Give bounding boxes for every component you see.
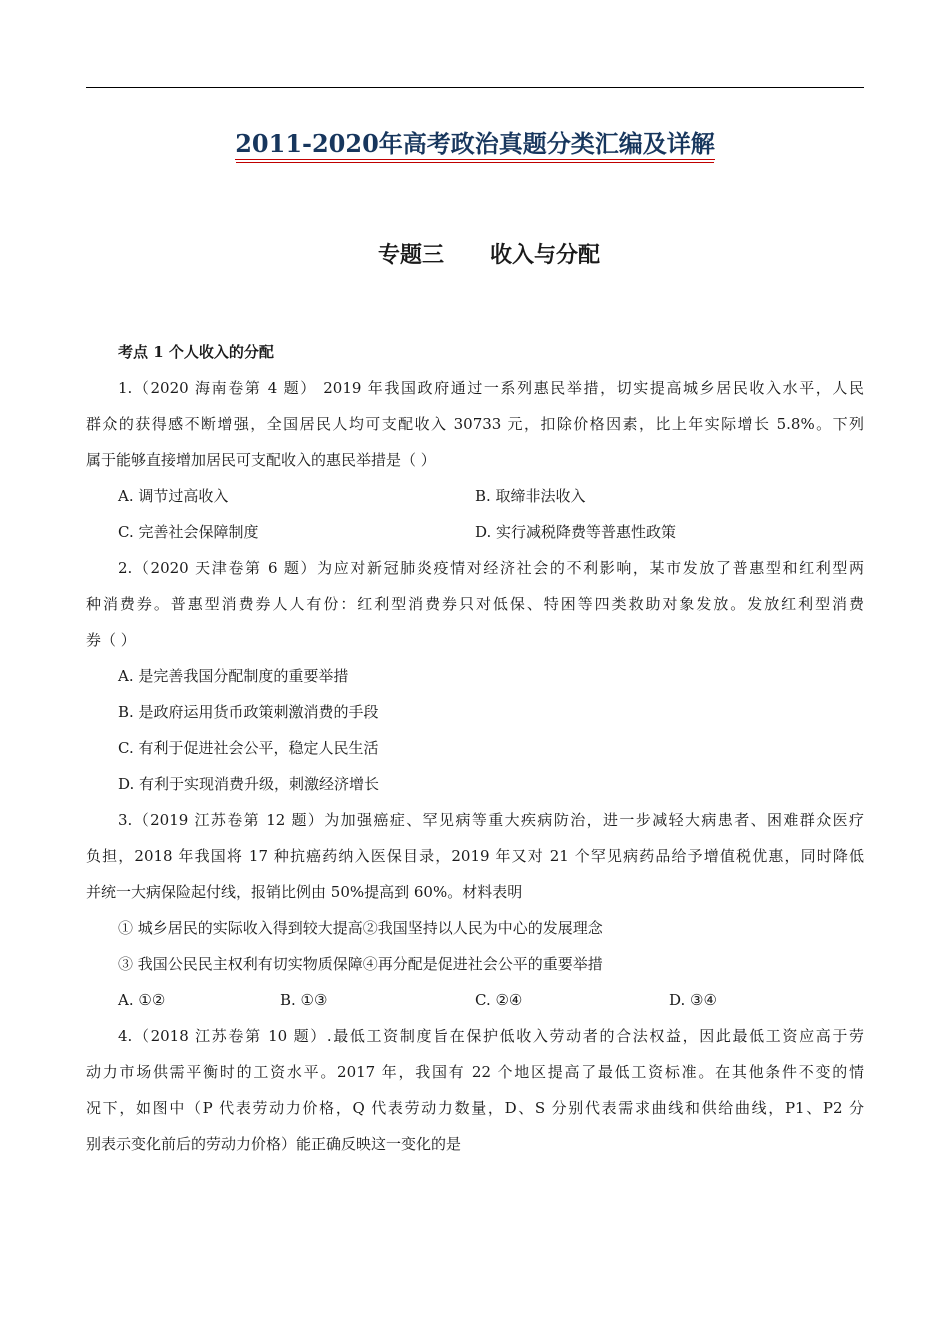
question-text-line: 动力市场供需平衡时的工资水平。2017 年，我国有 22 个地区提高了最低工资标准。在其他条件不变的情 xyxy=(86,1063,864,1081)
option-b: B. 取缔非法收入 xyxy=(475,487,586,505)
option-row xyxy=(86,514,864,550)
option-d: D. 有利于实现消费升级，刺激经济增长 xyxy=(118,775,380,793)
question-text-line: 别表示变化前后的劳动力价格）能正确反映这一变化的是 xyxy=(86,1135,462,1153)
section-title: 专题三 收入与分配 xyxy=(378,243,600,268)
question-3 xyxy=(86,802,864,1018)
statement-line: ① 城乡居民的实际收入得到较大提高②我国坚持以人民为中心的发展理念 xyxy=(118,919,603,937)
option-d: D. ③④ xyxy=(669,991,717,1009)
question-text-line: 券（ ） xyxy=(86,631,136,649)
topic-heading: 考点 1 个人收入的分配 xyxy=(118,343,274,361)
option-a: A. 是完善我国分配制度的重要举措 xyxy=(118,667,349,685)
header-rule xyxy=(86,87,864,88)
question-text-line: 2.（2020 天津卷第 6 题）为应对新冠肺炎疫情对经济社会的不利影响，某市发放了普惠型和红利型两 xyxy=(118,559,864,577)
option-a: A. ①② xyxy=(118,991,166,1009)
option-row xyxy=(86,982,864,1018)
question-text-line: 1.（2020 海南卷第 4 题） 2019 年我国政府通过一系列惠民举措，切实提高城乡居民收入水平，人民 xyxy=(118,379,864,397)
question-1 xyxy=(86,370,864,550)
option-c: C. ②④ xyxy=(475,991,523,1009)
option-row xyxy=(86,478,864,514)
option-b: B. 是政府运用货币政策刺激消费的手段 xyxy=(118,703,379,721)
question-text-line: 属于能够直接增加居民可支配收入的惠民举措是（ ） xyxy=(86,451,436,469)
document-body xyxy=(86,334,864,1162)
question-text-line: 并统一大病保险起付线，报销比例由 50%提高到 60%。材料表明 xyxy=(86,883,523,901)
question-text-line: 4.（2018 江苏卷第 10 题）.最低工资制度旨在保护低收入劳动者的合法权益，因此最低工资应高于劳 xyxy=(118,1027,864,1045)
option-b: B. ①③ xyxy=(280,991,328,1009)
document-title xyxy=(0,124,950,159)
question-text-line: 种消费券。普惠型消费券人人有份：红利型消费券只对低保、特困等四类救助对象发放。发放红利型消费 xyxy=(86,595,864,613)
document-title-text: 2011-2020年高考政治真题分类汇编及详解 xyxy=(235,129,715,158)
statement-line: ③ 我国公民民主权利有切实物质保障④再分配是促进社会公平的重要举措 xyxy=(118,955,603,973)
option-d: D. 实行减税降费等普惠性政策 xyxy=(475,523,677,541)
question-4 xyxy=(86,1018,864,1162)
option-a: A. 调节过高收入 xyxy=(118,487,229,505)
question-text-line: 群众的获得感不断增强，全国居民人均可支配收入 30733 元，扣除价格因素，比上年实际增长 5.8%。下列 xyxy=(86,415,864,433)
question-text-line: 3.（2019 江苏卷第 12 题）为加强癌症、罕见病等重大疾病防治，进一步减轻大病患者、困难群众医疗 xyxy=(118,811,864,829)
option-c: C. 完善社会保障制度 xyxy=(118,523,259,541)
question-text-line: 况下，如图中（P 代表劳动力价格，Q 代表劳动力数量，D、S 分别代表需求曲线和供给曲线，P1、P2 分 xyxy=(86,1099,864,1117)
question-2 xyxy=(86,550,864,802)
question-text-line: 负担，2018 年我国将 17 种抗癌药纳入医保目录，2019 年又对 21 个罕见病药品给予增值税优惠，同时降低 xyxy=(86,847,864,865)
option-c: C. 有利于促进社会公平，稳定人民生活 xyxy=(118,739,379,757)
